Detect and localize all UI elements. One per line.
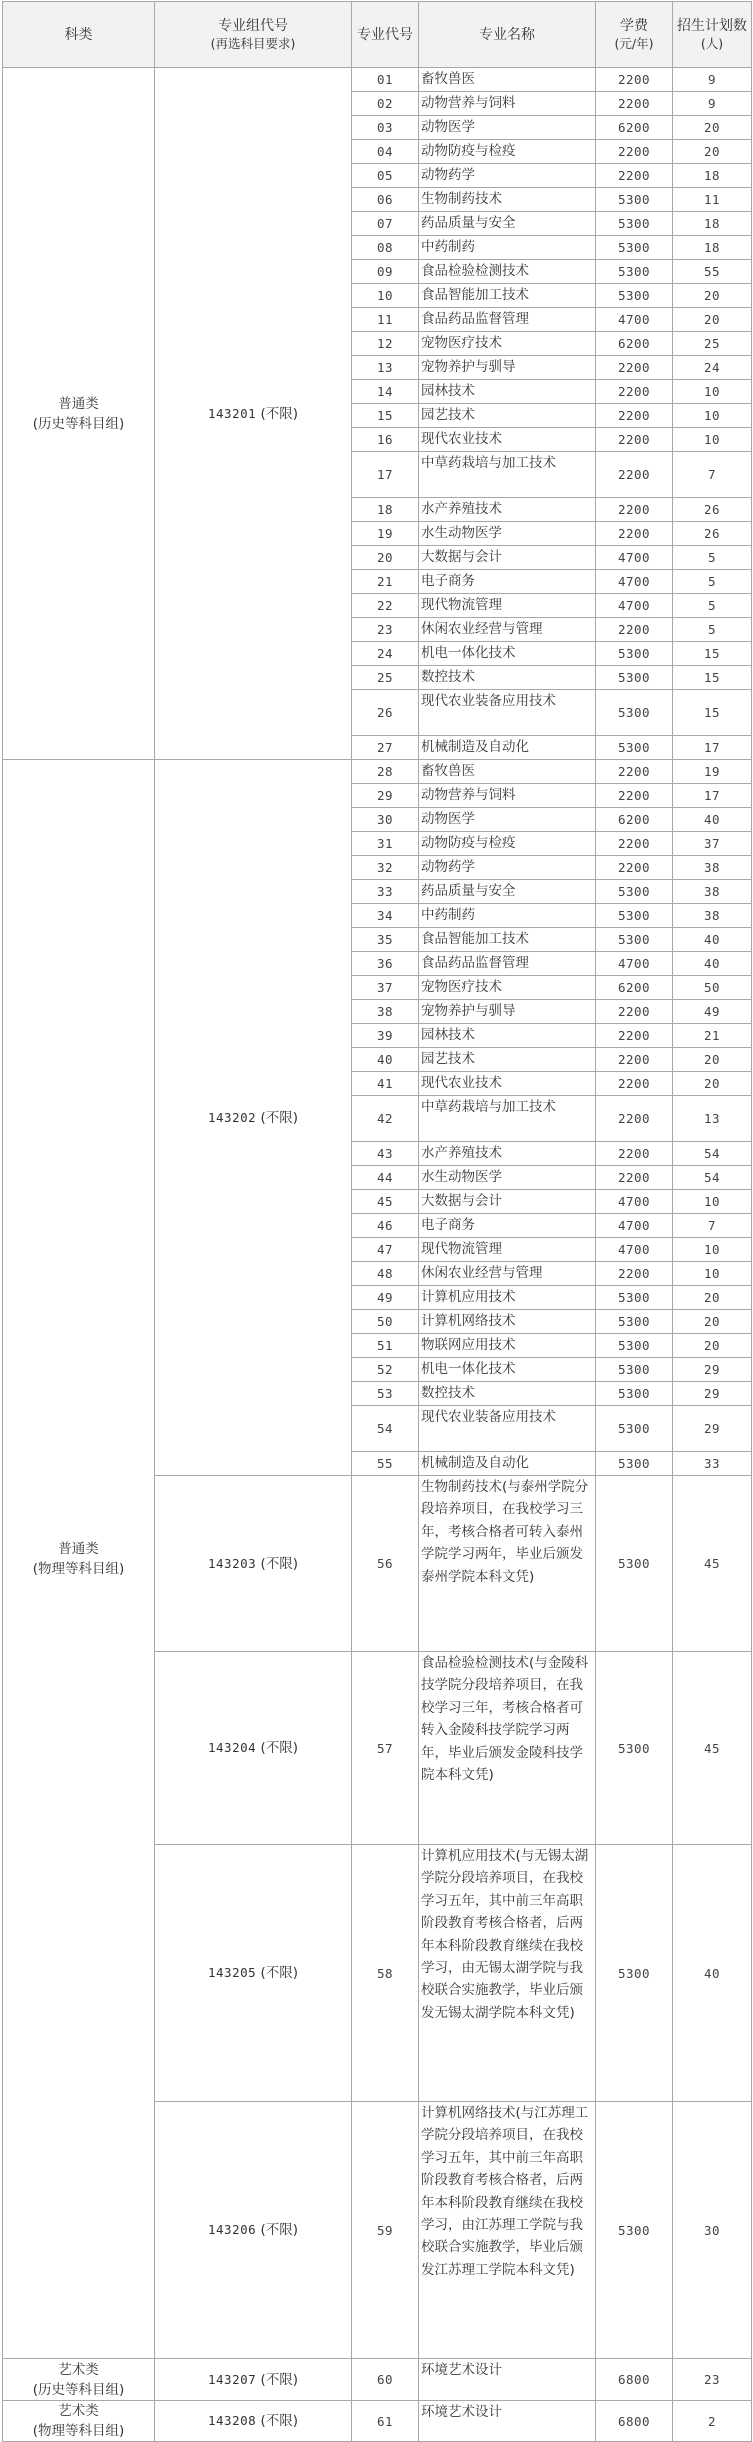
tuition: 5300 — [596, 1358, 673, 1382]
tuition: 2200 — [596, 140, 673, 164]
major-name: 宠物医疗技术 — [419, 332, 596, 356]
header-group-code: 专业组代号 (再选科目要求) — [155, 2, 352, 68]
major-name: 计算机应用技术(与无锡太湖学院分段培养项目，在我校学习五年，其中前三年高职阶段教育考核合格者，后两年本科阶段教育继续在我校学习，由无锡太湖学院与我校联合实施教学，毕业后颁发无锡太湖学院本科文凭) — [419, 1845, 596, 2102]
tuition: 4700 — [596, 1214, 673, 1238]
group-code: 143201 — [208, 405, 257, 421]
plan-count: 37 — [673, 832, 752, 856]
tuition: 5300 — [596, 1452, 673, 1476]
plan-count: 2 — [673, 2401, 752, 2442]
major-name: 动物药学 — [419, 164, 596, 188]
major-code: 06 — [352, 188, 419, 212]
tuition: 6200 — [596, 332, 673, 356]
tuition: 2200 — [596, 1166, 673, 1190]
tuition: 5300 — [596, 260, 673, 284]
table-row — [3, 68, 752, 92]
major-code: 16 — [352, 428, 419, 452]
tuition: 2200 — [596, 356, 673, 380]
major-code: 33 — [352, 880, 419, 904]
major-name: 现代农业装备应用技术 — [419, 690, 596, 736]
tuition: 5300 — [596, 928, 673, 952]
plan-count: 29 — [673, 1406, 752, 1452]
major-name: 动物医学 — [419, 116, 596, 140]
category-subject: (物理等科目组) — [32, 1561, 125, 1577]
plan-count: 54 — [673, 1142, 752, 1166]
tuition: 2200 — [596, 498, 673, 522]
group-code-cell — [155, 2359, 352, 2401]
group-code-cell — [155, 2401, 352, 2442]
major-code: 60 — [352, 2359, 419, 2401]
group-code: 143203 — [208, 1555, 257, 1571]
tuition: 2200 — [596, 1142, 673, 1166]
group-requirement: (不限) — [260, 2371, 298, 2388]
major-name: 宠物医疗技术 — [419, 976, 596, 1000]
major-code: 25 — [352, 666, 419, 690]
major-code: 30 — [352, 808, 419, 832]
plan-count: 24 — [673, 356, 752, 380]
tuition: 5300 — [596, 1476, 673, 1652]
major-code: 38 — [352, 1000, 419, 1024]
tuition: 2200 — [596, 1072, 673, 1096]
major-code: 47 — [352, 1238, 419, 1262]
plan-count: 7 — [673, 1214, 752, 1238]
major-code: 45 — [352, 1190, 419, 1214]
table-row — [3, 2359, 752, 2401]
major-name: 食品药品监督管理 — [419, 952, 596, 976]
major-code: 44 — [352, 1166, 419, 1190]
plan-count: 20 — [673, 284, 752, 308]
major-name: 药品质量与安全 — [419, 880, 596, 904]
plan-count: 5 — [673, 570, 752, 594]
major-name: 现代农业技术 — [419, 428, 596, 452]
major-code: 51 — [352, 1334, 419, 1358]
tuition: 5300 — [596, 642, 673, 666]
major-code: 14 — [352, 380, 419, 404]
tuition: 2200 — [596, 92, 673, 116]
plan-count: 10 — [673, 1262, 752, 1286]
tuition: 2200 — [596, 832, 673, 856]
major-name: 食品检验检测技术 — [419, 260, 596, 284]
major-code: 32 — [352, 856, 419, 880]
group-code: 143208 — [208, 2413, 257, 2428]
tuition: 4700 — [596, 570, 673, 594]
major-name: 机械制造及自动化 — [419, 736, 596, 760]
major-code: 13 — [352, 356, 419, 380]
tuition: 5300 — [596, 212, 673, 236]
major-name: 环境艺术设计 — [419, 2359, 596, 2401]
tuition: 2200 — [596, 784, 673, 808]
plan-count: 15 — [673, 642, 752, 666]
plan-count: 40 — [673, 808, 752, 832]
group-code: 143206 — [208, 2222, 257, 2237]
group-requirement: (不限) — [260, 1740, 298, 1756]
tuition: 5300 — [596, 736, 673, 760]
tuition: 5300 — [596, 2102, 673, 2359]
tuition: 2200 — [596, 68, 673, 92]
major-code: 37 — [352, 976, 419, 1000]
major-name: 动物防疫与检疫 — [419, 832, 596, 856]
major-code: 40 — [352, 1048, 419, 1072]
group-requirement: (不限) — [260, 405, 298, 422]
major-name: 大数据与会计 — [419, 546, 596, 570]
major-name: 数控技术 — [419, 666, 596, 690]
tuition: 4700 — [596, 308, 673, 332]
major-name: 数控技术 — [419, 1382, 596, 1406]
plan-count: 5 — [673, 546, 752, 570]
group-requirement: (不限) — [260, 1109, 298, 1126]
plan-count: 20 — [673, 1072, 752, 1096]
tuition: 5300 — [596, 1310, 673, 1334]
plan-count: 25 — [673, 332, 752, 356]
major-name: 动物药学 — [419, 856, 596, 880]
major-name: 水生动物医学 — [419, 1166, 596, 1190]
major-code: 20 — [352, 546, 419, 570]
group-requirement: (不限) — [260, 1965, 298, 1981]
category-subject: (历史等科目组) — [32, 2381, 125, 2398]
major-name: 园林技术 — [419, 1024, 596, 1048]
major-code: 42 — [352, 1096, 419, 1142]
plan-count: 29 — [673, 1358, 752, 1382]
group-code-cell — [155, 68, 352, 760]
major-name: 园林技术 — [419, 380, 596, 404]
major-code: 12 — [352, 332, 419, 356]
tuition: 5300 — [596, 1845, 673, 2102]
major-code: 03 — [352, 116, 419, 140]
major-name: 现代农业装备应用技术 — [419, 1406, 596, 1452]
major-code: 23 — [352, 618, 419, 642]
major-name: 中药制药 — [419, 904, 596, 928]
tuition: 2200 — [596, 1262, 673, 1286]
major-name: 机电一体化技术 — [419, 1358, 596, 1382]
category-cell — [3, 68, 155, 760]
major-code: 21 — [352, 570, 419, 594]
major-code: 10 — [352, 284, 419, 308]
major-name: 电子商务 — [419, 570, 596, 594]
plan-count: 18 — [673, 212, 752, 236]
tuition: 6200 — [596, 116, 673, 140]
group-code: 143205 — [208, 1965, 257, 1980]
plan-count: 54 — [673, 1166, 752, 1190]
category-subject: (物理等科目组) — [32, 2423, 125, 2439]
plan-count: 9 — [673, 68, 752, 92]
major-name: 畜牧兽医 — [419, 68, 596, 92]
group-code-cell — [155, 1476, 352, 1652]
tuition: 2200 — [596, 428, 673, 452]
category-type: 普通类 — [58, 1541, 99, 1557]
major-code: 17 — [352, 452, 419, 498]
major-code: 27 — [352, 736, 419, 760]
tuition: 5300 — [596, 880, 673, 904]
category-cell — [3, 760, 155, 2359]
major-code: 09 — [352, 260, 419, 284]
major-code: 48 — [352, 1262, 419, 1286]
plan-count: 5 — [673, 594, 752, 618]
major-name: 中药制药 — [419, 236, 596, 260]
tuition: 2200 — [596, 856, 673, 880]
major-code: 56 — [352, 1476, 419, 1652]
group-requirement: (不限) — [260, 1555, 298, 1572]
plan-count: 9 — [673, 92, 752, 116]
plan-count: 15 — [673, 690, 752, 736]
tuition: 2200 — [596, 164, 673, 188]
plan-count: 49 — [673, 1000, 752, 1024]
major-name: 物联网应用技术 — [419, 1334, 596, 1358]
category-cell — [3, 2359, 155, 2401]
major-name: 动物医学 — [419, 808, 596, 832]
tuition: 2200 — [596, 618, 673, 642]
group-code-cell — [155, 1652, 352, 1845]
major-name: 机械制造及自动化 — [419, 1452, 596, 1476]
tuition: 2200 — [596, 522, 673, 546]
category-type: 艺术类 — [58, 2361, 99, 2378]
major-code: 28 — [352, 760, 419, 784]
major-name: 食品智能加工技术 — [419, 284, 596, 308]
plan-count: 50 — [673, 976, 752, 1000]
plan-count: 10 — [673, 1190, 752, 1214]
tuition: 5300 — [596, 904, 673, 928]
major-code: 54 — [352, 1406, 419, 1452]
table-body — [3, 68, 752, 2442]
major-code: 41 — [352, 1072, 419, 1096]
tuition: 5300 — [596, 1286, 673, 1310]
major-code: 36 — [352, 952, 419, 976]
plan-count: 10 — [673, 428, 752, 452]
plan-count: 20 — [673, 1048, 752, 1072]
category-type: 普通类 — [58, 395, 99, 412]
major-code: 05 — [352, 164, 419, 188]
plan-count: 40 — [673, 1845, 752, 2102]
major-name: 休闲农业经营与管理 — [419, 1262, 596, 1286]
major-name: 中草药栽培与加工技术 — [419, 452, 596, 498]
plan-count: 30 — [673, 2102, 752, 2359]
major-code: 08 — [352, 236, 419, 260]
major-code: 31 — [352, 832, 419, 856]
major-name: 环境艺术设计 — [419, 2401, 596, 2442]
plan-count: 45 — [673, 1476, 752, 1652]
major-code: 26 — [352, 690, 419, 736]
major-name: 水生动物医学 — [419, 522, 596, 546]
plan-count: 11 — [673, 188, 752, 212]
tuition: 6200 — [596, 808, 673, 832]
major-code: 19 — [352, 522, 419, 546]
tuition: 5300 — [596, 188, 673, 212]
major-code: 52 — [352, 1358, 419, 1382]
major-name: 生物制药技术 — [419, 188, 596, 212]
major-code: 15 — [352, 404, 419, 428]
plan-count: 55 — [673, 260, 752, 284]
major-name: 动物营养与饲料 — [419, 784, 596, 808]
tuition: 2200 — [596, 1024, 673, 1048]
group-code-cell — [155, 1845, 352, 2102]
major-code: 59 — [352, 2102, 419, 2359]
major-code: 43 — [352, 1142, 419, 1166]
major-name: 大数据与会计 — [419, 1190, 596, 1214]
major-name: 计算机网络技术(与江苏理工学院分段培养项目，在我校学习五年，其中前三年高职阶段教育考核合格者，后两年本科阶段教育继续在我校学习，由江苏理工学院与我校联合实施教学，毕业后颁发江苏理工学院本科文凭) — [419, 2102, 596, 2359]
plan-count: 10 — [673, 404, 752, 428]
major-code: 34 — [352, 904, 419, 928]
group-code-cell — [155, 760, 352, 1476]
major-code: 01 — [352, 68, 419, 92]
plan-count: 20 — [673, 140, 752, 164]
header-category: 科类 — [3, 2, 155, 68]
group-code: 143202 — [208, 1109, 257, 1125]
header-tuition: 学费 (元/年) — [596, 2, 673, 68]
tuition: 2200 — [596, 760, 673, 784]
group-requirement: (不限) — [260, 2222, 298, 2238]
plan-count: 38 — [673, 880, 752, 904]
major-code: 35 — [352, 928, 419, 952]
tuition: 4700 — [596, 594, 673, 618]
tuition: 5300 — [596, 1382, 673, 1406]
tuition: 4700 — [596, 1190, 673, 1214]
plan-count: 38 — [673, 904, 752, 928]
plan-count: 20 — [673, 1286, 752, 1310]
table-row — [3, 760, 752, 784]
major-name: 生物制药技术(与泰州学院分段培养项目，在我校学习三年，考核合格者可转入泰州学院学习两年，毕业后颁发泰州学院本科文凭) — [419, 1476, 596, 1652]
major-name: 电子商务 — [419, 1214, 596, 1238]
plan-count: 45 — [673, 1652, 752, 1845]
major-code: 49 — [352, 1286, 419, 1310]
plan-count: 38 — [673, 856, 752, 880]
tuition: 4700 — [596, 1238, 673, 1262]
major-name: 水产养殖技术 — [419, 498, 596, 522]
plan-count: 10 — [673, 380, 752, 404]
major-code: 57 — [352, 1652, 419, 1845]
major-name: 中草药栽培与加工技术 — [419, 1096, 596, 1142]
major-name: 食品药品监督管理 — [419, 308, 596, 332]
major-code: 02 — [352, 92, 419, 116]
plan-count: 18 — [673, 164, 752, 188]
major-name: 现代农业技术 — [419, 1072, 596, 1096]
major-code: 50 — [352, 1310, 419, 1334]
plan-count: 33 — [673, 1452, 752, 1476]
plan-count: 17 — [673, 784, 752, 808]
plan-count: 13 — [673, 1096, 752, 1142]
major-name: 宠物养护与驯导 — [419, 1000, 596, 1024]
plan-count: 17 — [673, 736, 752, 760]
table-row — [3, 2401, 752, 2442]
tuition: 5300 — [596, 236, 673, 260]
major-code: 11 — [352, 308, 419, 332]
group-code-cell — [155, 2102, 352, 2359]
group-requirement: (不限) — [260, 2413, 298, 2429]
major-code: 53 — [352, 1382, 419, 1406]
header-major-code: 专业代号 — [352, 2, 419, 68]
header-plan: 招生计划数 (人) — [673, 2, 752, 68]
plan-count: 20 — [673, 1310, 752, 1334]
major-code: 18 — [352, 498, 419, 522]
major-name: 现代物流管理 — [419, 594, 596, 618]
plan-count: 40 — [673, 952, 752, 976]
tuition: 2200 — [596, 452, 673, 498]
tuition: 5300 — [596, 284, 673, 308]
major-name: 药品质量与安全 — [419, 212, 596, 236]
major-name: 宠物养护与驯导 — [419, 356, 596, 380]
tuition: 2200 — [596, 1096, 673, 1142]
tuition: 2200 — [596, 1000, 673, 1024]
plan-count: 26 — [673, 522, 752, 546]
major-name: 水产养殖技术 — [419, 1142, 596, 1166]
major-name: 计算机网络技术 — [419, 1310, 596, 1334]
major-code: 07 — [352, 212, 419, 236]
plan-count: 29 — [673, 1382, 752, 1406]
major-code: 24 — [352, 642, 419, 666]
major-name: 食品检验检测技术(与金陵科技学院分段培养项目，在我校学习三年，考核合格者可转入金陵科技学院学习两年，毕业后颁发金陵科技学院本科文凭) — [419, 1652, 596, 1845]
major-name: 食品智能加工技术 — [419, 928, 596, 952]
major-code: 29 — [352, 784, 419, 808]
major-code: 46 — [352, 1214, 419, 1238]
plan-count: 7 — [673, 452, 752, 498]
major-name: 园艺技术 — [419, 404, 596, 428]
major-code: 39 — [352, 1024, 419, 1048]
plan-count: 40 — [673, 928, 752, 952]
major-code: 04 — [352, 140, 419, 164]
admission-plan-table — [2, 1, 752, 2442]
plan-count: 19 — [673, 760, 752, 784]
plan-count: 20 — [673, 1334, 752, 1358]
plan-count: 21 — [673, 1024, 752, 1048]
major-name: 动物防疫与检疫 — [419, 140, 596, 164]
major-code: 58 — [352, 1845, 419, 2102]
major-name: 畜牧兽医 — [419, 760, 596, 784]
header-row — [3, 2, 752, 68]
header-major-name: 专业名称 — [419, 2, 596, 68]
category-cell — [3, 2401, 155, 2442]
plan-count: 20 — [673, 308, 752, 332]
major-code: 55 — [352, 1452, 419, 1476]
tuition: 2200 — [596, 404, 673, 428]
group-code: 143204 — [208, 1740, 257, 1755]
tuition: 5300 — [596, 690, 673, 736]
tuition: 2200 — [596, 1048, 673, 1072]
major-code: 61 — [352, 2401, 419, 2442]
major-name: 现代物流管理 — [419, 1238, 596, 1262]
tuition: 5300 — [596, 1334, 673, 1358]
plan-count: 18 — [673, 236, 752, 260]
major-name: 休闲农业经营与管理 — [419, 618, 596, 642]
group-code: 143207 — [208, 2371, 257, 2387]
major-name: 计算机应用技术 — [419, 1286, 596, 1310]
major-name: 机电一体化技术 — [419, 642, 596, 666]
major-name: 园艺技术 — [419, 1048, 596, 1072]
tuition: 5300 — [596, 1406, 673, 1452]
plan-count: 20 — [673, 116, 752, 140]
plan-count: 23 — [673, 2359, 752, 2401]
plan-count: 26 — [673, 498, 752, 522]
plan-count: 15 — [673, 666, 752, 690]
plan-count: 10 — [673, 1238, 752, 1262]
tuition: 5300 — [596, 1652, 673, 1845]
tuition: 6800 — [596, 2359, 673, 2401]
tuition: 4700 — [596, 952, 673, 976]
category-type: 艺术类 — [58, 2403, 99, 2419]
major-name: 动物营养与饲料 — [419, 92, 596, 116]
tuition: 6200 — [596, 976, 673, 1000]
category-subject: (历史等科目组) — [32, 415, 125, 432]
tuition: 4700 — [596, 546, 673, 570]
plan-count: 5 — [673, 618, 752, 642]
tuition: 5300 — [596, 666, 673, 690]
major-code: 22 — [352, 594, 419, 618]
tuition: 6800 — [596, 2401, 673, 2442]
tuition: 2200 — [596, 380, 673, 404]
